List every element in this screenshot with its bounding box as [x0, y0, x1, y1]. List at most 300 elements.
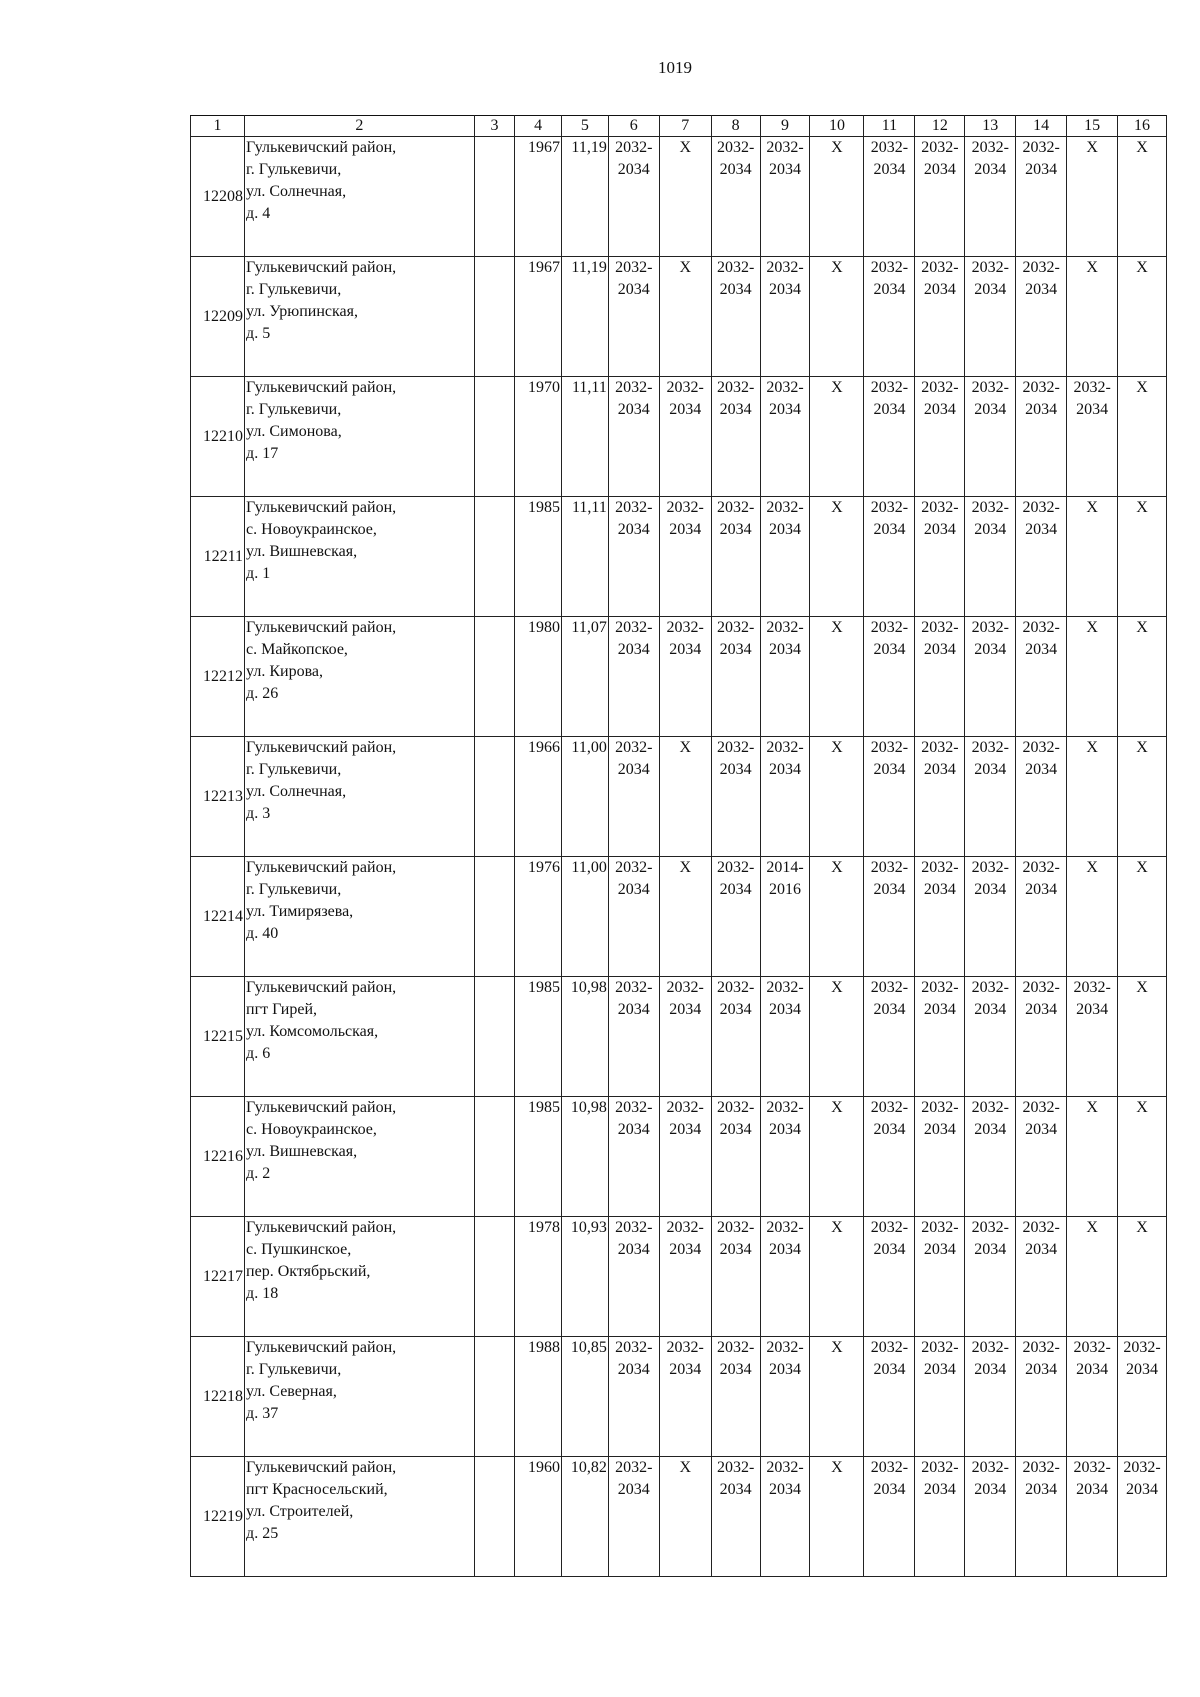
period-start: 2032- [971, 139, 1009, 156]
period-start: 2032- [666, 499, 704, 516]
period-cell [659, 1097, 711, 1217]
period-end: 2034 [768, 1121, 801, 1138]
period-end: 2034 [617, 521, 650, 538]
period-cell [864, 1217, 915, 1337]
not-applicable-mark: Х [1067, 257, 1118, 377]
value-cell: 11,00 [562, 857, 609, 977]
column-3-cell [474, 137, 515, 257]
period-start: 2032- [666, 1099, 704, 1116]
period-start: 2032- [1073, 1339, 1111, 1356]
period-cell [1016, 977, 1067, 1097]
column-header: 5 [562, 116, 609, 137]
period-cell [711, 1217, 760, 1337]
period-cell [760, 737, 810, 857]
period-end: 2034 [719, 521, 752, 538]
year-cell: 1985 [515, 1097, 562, 1217]
page-number: 1019 [658, 58, 692, 77]
period-end: 2034 [923, 641, 956, 658]
column-3-cell [474, 1217, 515, 1337]
year-cell: 1985 [515, 977, 562, 1097]
column-3-cell [474, 1337, 515, 1457]
period-end: 2034 [974, 1361, 1007, 1378]
table-row [191, 857, 1167, 977]
address-line: д. 3 [246, 805, 271, 822]
period-cell [864, 737, 915, 857]
period-cell [915, 617, 965, 737]
address-line: с. Майкопское, [246, 641, 348, 658]
table-row [191, 617, 1167, 737]
column-3-cell [474, 497, 515, 617]
period-cell [760, 977, 810, 1097]
period-cell [711, 1457, 760, 1577]
period-cell [1016, 1217, 1067, 1337]
period-start: 2032- [971, 1219, 1009, 1236]
period-end: 2034 [617, 761, 650, 778]
period-end: 2034 [923, 1361, 956, 1378]
period-end: 2034 [1025, 1361, 1058, 1378]
period-cell [864, 137, 915, 257]
table-row [191, 137, 1167, 257]
period-start: 2032- [1022, 739, 1060, 756]
period-cell [711, 137, 760, 257]
period-end: 2034 [1025, 161, 1058, 178]
not-applicable-mark: Х [1118, 1097, 1167, 1217]
record-id: 12218 [191, 1337, 245, 1457]
address-line: ул. Урюпинская, [246, 303, 358, 320]
period-end: 2034 [1025, 641, 1058, 658]
period-cell [864, 857, 915, 977]
address-line: ул. Вишневская, [246, 1143, 358, 1160]
period-end: 2034 [1025, 761, 1058, 778]
period-start: 2032- [615, 139, 653, 156]
period-cell [965, 617, 1016, 737]
period-end: 2034 [974, 1481, 1007, 1498]
period-start: 2032- [1073, 979, 1111, 996]
period-start: 2032- [766, 979, 804, 996]
period-end: 2034 [719, 1481, 752, 1498]
period-end: 2034 [768, 761, 801, 778]
period-cell [915, 377, 965, 497]
period-end: 2034 [974, 281, 1007, 298]
address-line: д. 17 [246, 445, 279, 462]
not-applicable-mark: Х [810, 617, 864, 737]
period-start: 2032- [971, 259, 1009, 276]
record-id: 12209 [191, 257, 245, 377]
not-applicable-mark: Х [810, 977, 864, 1097]
not-applicable-mark: Х [810, 1337, 864, 1457]
period-cell [608, 377, 659, 497]
address-line: Гулькевичский район, [246, 1339, 397, 1356]
column-3-cell [474, 737, 515, 857]
period-cell [1016, 497, 1067, 617]
period-end: 2034 [1126, 1361, 1159, 1378]
year-cell: 1966 [515, 737, 562, 857]
address-line: ул. Строителей, [246, 1503, 354, 1520]
period-cell [915, 137, 965, 257]
period-start: 2032- [1073, 379, 1111, 396]
period-cell [864, 257, 915, 377]
column-3-cell [474, 1097, 515, 1217]
period-start: 2032- [870, 259, 909, 276]
period-end: 2034 [617, 401, 650, 418]
period-start: 2032- [615, 499, 653, 516]
period-cell [711, 617, 760, 737]
period-start: 2032- [870, 739, 909, 756]
period-end: 2034 [923, 881, 956, 898]
period-end: 2034 [617, 1121, 650, 1138]
period-start: 2032- [870, 979, 909, 996]
address-line: д. 2 [246, 1165, 271, 1182]
period-end: 2034 [974, 881, 1007, 898]
column-header: 8 [711, 116, 760, 137]
period-start: 2032- [766, 259, 804, 276]
value-cell: 10,82 [562, 1457, 609, 1577]
period-start: 2032- [766, 499, 804, 516]
address-line: г. Гулькевичи, [246, 161, 342, 178]
period-cell [965, 377, 1016, 497]
period-start: 2032- [1022, 1459, 1060, 1476]
column-3-cell [474, 857, 515, 977]
not-applicable-mark: Х [1118, 137, 1167, 257]
address-line: Гулькевичский район, [246, 499, 397, 516]
not-applicable-mark: Х [659, 1457, 711, 1577]
table-body [191, 116, 1167, 1577]
address-cell [245, 497, 475, 617]
address-line: ул. Комсомольская, [246, 1023, 379, 1040]
period-cell [1016, 1337, 1067, 1457]
period-start: 2032- [716, 859, 755, 876]
value-cell: 11,19 [562, 257, 609, 377]
period-end: 2034 [923, 521, 956, 538]
record-id: 12216 [191, 1097, 245, 1217]
period-end: 2034 [923, 1241, 956, 1258]
address-line: Гулькевичский район, [246, 259, 397, 276]
year-cell: 1978 [515, 1217, 562, 1337]
period-cell [711, 377, 760, 497]
period-start: 2032- [971, 859, 1009, 876]
period-end: 2034 [873, 641, 906, 658]
address-line: д. 18 [246, 1285, 279, 1302]
year-cell: 1970 [515, 377, 562, 497]
period-end: 2034 [923, 281, 956, 298]
not-applicable-mark: Х [659, 737, 711, 857]
period-start: 2032- [1022, 1099, 1060, 1116]
period-cell [864, 377, 915, 497]
period-end: 2034 [669, 1241, 702, 1258]
period-end: 2034 [768, 281, 801, 298]
not-applicable-mark: Х [1067, 737, 1118, 857]
period-start: 2032- [1123, 1459, 1161, 1476]
address-cell [245, 737, 475, 857]
address-line: с. Пушкинское, [246, 1241, 352, 1258]
period-cell [711, 857, 760, 977]
period-end: 2034 [1076, 1481, 1109, 1498]
period-end: 2034 [974, 1001, 1007, 1018]
period-end: 2034 [1025, 1001, 1058, 1018]
column-3-cell [474, 1457, 515, 1577]
period-end: 2034 [974, 641, 1007, 658]
period-start: 2032- [716, 1459, 755, 1476]
year-cell: 1988 [515, 1337, 562, 1457]
period-cell [864, 497, 915, 617]
period-cell [1016, 857, 1067, 977]
period-start: 2032- [1022, 499, 1060, 516]
column-header: 16 [1118, 116, 1167, 137]
period-start: 2032- [615, 1219, 653, 1236]
period-end: 2034 [923, 1481, 956, 1498]
period-end: 2034 [719, 161, 752, 178]
period-start: 2032- [615, 1339, 653, 1356]
period-cell [608, 1217, 659, 1337]
period-cell [915, 977, 965, 1097]
period-end: 2034 [1025, 1121, 1058, 1138]
column-3-cell [474, 977, 515, 1097]
period-start: 2032- [921, 1219, 959, 1236]
address-line: д. 6 [246, 1045, 271, 1062]
period-cell [915, 1337, 965, 1457]
period-cell [608, 737, 659, 857]
not-applicable-mark: Х [810, 857, 864, 977]
period-cell [608, 857, 659, 977]
period-start: 2014- [766, 859, 804, 876]
address-cell [245, 857, 475, 977]
column-3-cell [474, 257, 515, 377]
period-end: 2034 [669, 641, 702, 658]
period-cell [760, 1337, 810, 1457]
period-cell [965, 1097, 1016, 1217]
period-cell [965, 977, 1016, 1097]
column-header: 6 [608, 116, 659, 137]
period-cell [659, 617, 711, 737]
period-cell [659, 497, 711, 617]
period-start: 2032- [615, 739, 653, 756]
period-end: 2034 [873, 1481, 906, 1498]
address-line: Гулькевичский район, [246, 859, 397, 876]
column-header: 13 [965, 116, 1016, 137]
not-applicable-mark: Х [810, 257, 864, 377]
period-start: 2032- [666, 1219, 704, 1236]
period-cell [915, 497, 965, 617]
period-end: 2016 [768, 881, 801, 898]
period-start: 2032- [766, 1099, 804, 1116]
period-start: 2032- [666, 619, 704, 636]
period-start: 2032- [921, 139, 959, 156]
address-line: д. 26 [246, 685, 279, 702]
period-end: 2034 [719, 761, 752, 778]
period-end: 2034 [974, 161, 1007, 178]
period-start: 2032- [971, 619, 1009, 636]
period-end: 2034 [617, 1361, 650, 1378]
period-end: 2034 [974, 1121, 1007, 1138]
period-cell [659, 977, 711, 1097]
period-end: 2034 [873, 1361, 906, 1378]
address-line: пгт Гирей, [246, 1001, 318, 1018]
period-cell [760, 1217, 810, 1337]
period-start: 2032- [766, 139, 804, 156]
address-line: ул. Солнечная, [246, 783, 347, 800]
period-start: 2032- [716, 499, 755, 516]
period-cell [1067, 977, 1118, 1097]
address-cell [245, 1217, 475, 1337]
period-start: 2032- [716, 1219, 755, 1236]
period-end: 2034 [1025, 881, 1058, 898]
period-start: 2032- [971, 499, 1009, 516]
period-end: 2034 [768, 161, 801, 178]
period-end: 2034 [1025, 281, 1058, 298]
period-end: 2034 [768, 401, 801, 418]
period-start: 2032- [716, 139, 755, 156]
period-cell [864, 977, 915, 1097]
not-applicable-mark: Х [810, 137, 864, 257]
period-cell [760, 1457, 810, 1577]
period-cell [1067, 377, 1118, 497]
period-start: 2032- [1073, 1459, 1111, 1476]
table-row [191, 497, 1167, 617]
not-applicable-mark: Х [1067, 1217, 1118, 1337]
period-start: 2032- [615, 859, 653, 876]
not-applicable-mark: Х [1118, 257, 1167, 377]
period-cell [711, 737, 760, 857]
period-cell [608, 137, 659, 257]
period-cell [659, 1337, 711, 1457]
period-end: 2034 [1126, 1481, 1159, 1498]
period-end: 2034 [923, 161, 956, 178]
period-start: 2032- [921, 1099, 959, 1116]
not-applicable-mark: Х [810, 497, 864, 617]
period-cell [864, 1337, 915, 1457]
column-header: 10 [810, 116, 864, 137]
period-end: 2034 [974, 521, 1007, 538]
not-applicable-mark: Х [810, 1457, 864, 1577]
record-id: 12208 [191, 137, 245, 257]
address-line: пер. Октябрьский, [246, 1263, 371, 1280]
period-end: 2034 [669, 1001, 702, 1018]
address-cell [245, 377, 475, 497]
period-cell [760, 257, 810, 377]
register-table [190, 115, 1167, 1577]
period-start: 2032- [1022, 139, 1060, 156]
not-applicable-mark: Х [1118, 497, 1167, 617]
address-line: Гулькевичский район, [246, 1219, 397, 1236]
period-start: 2032- [1022, 859, 1060, 876]
period-cell [760, 137, 810, 257]
period-cell [1118, 1457, 1167, 1577]
period-start: 2032- [766, 619, 804, 636]
period-end: 2034 [719, 401, 752, 418]
period-start: 2032- [971, 1099, 1009, 1116]
period-start: 2032- [666, 379, 704, 396]
value-cell: 10,98 [562, 1097, 609, 1217]
not-applicable-mark: Х [1118, 857, 1167, 977]
period-end: 2034 [768, 1001, 801, 1018]
header-row [191, 116, 1167, 137]
period-start: 2032- [1022, 1339, 1060, 1356]
period-end: 2034 [923, 761, 956, 778]
period-cell [608, 617, 659, 737]
address-line: г. Гулькевичи, [246, 761, 342, 778]
period-end: 2034 [719, 1121, 752, 1138]
period-cell [608, 977, 659, 1097]
address-line: д. 4 [246, 205, 271, 222]
table-row [191, 1457, 1167, 1577]
value-cell: 11,11 [562, 497, 609, 617]
address-line: д. 25 [246, 1525, 279, 1542]
period-end: 2034 [974, 401, 1007, 418]
period-end: 2034 [719, 1361, 752, 1378]
not-applicable-mark: Х [659, 137, 711, 257]
period-cell [915, 857, 965, 977]
year-cell: 1960 [515, 1457, 562, 1577]
period-end: 2034 [617, 881, 650, 898]
period-start: 2032- [921, 1459, 959, 1476]
address-cell [245, 617, 475, 737]
period-start: 2032- [766, 1459, 804, 1476]
record-id: 12215 [191, 977, 245, 1097]
period-start: 2032- [971, 739, 1009, 756]
period-end: 2034 [873, 161, 906, 178]
address-line: г. Гулькевичи, [246, 881, 342, 898]
period-end: 2034 [873, 1001, 906, 1018]
period-start: 2032- [870, 619, 909, 636]
table-row [191, 1097, 1167, 1217]
period-cell [659, 1217, 711, 1337]
period-cell [965, 737, 1016, 857]
table-row [191, 1217, 1167, 1337]
period-cell [915, 257, 965, 377]
period-cell [711, 497, 760, 617]
period-end: 2034 [873, 281, 906, 298]
column-header: 1 [191, 116, 245, 137]
period-cell [965, 1457, 1016, 1577]
period-cell [965, 137, 1016, 257]
address-line: с. Новоукраинское, [246, 1121, 377, 1138]
not-applicable-mark: Х [810, 737, 864, 857]
column-3-cell [474, 377, 515, 497]
period-cell [1016, 377, 1067, 497]
period-end: 2034 [1076, 1001, 1109, 1018]
not-applicable-mark: Х [1118, 737, 1167, 857]
period-end: 2034 [923, 1001, 956, 1018]
column-header: 12 [915, 116, 965, 137]
not-applicable-mark: Х [1118, 977, 1167, 1097]
address-line: Гулькевичский район, [246, 379, 397, 396]
address-line: ул. Симонова, [246, 423, 342, 440]
period-end: 2034 [617, 1481, 650, 1498]
record-id: 12217 [191, 1217, 245, 1337]
period-start: 2032- [716, 379, 755, 396]
value-cell: 10,93 [562, 1217, 609, 1337]
period-start: 2032- [921, 499, 959, 516]
address-line: ул. Вишневская, [246, 543, 358, 560]
period-start: 2032- [870, 1099, 909, 1116]
period-cell [659, 377, 711, 497]
period-cell [1118, 1337, 1167, 1457]
not-applicable-mark: Х [1118, 617, 1167, 737]
period-end: 2034 [923, 401, 956, 418]
period-start: 2032- [1022, 259, 1060, 276]
value-cell: 11,07 [562, 617, 609, 737]
value-cell: 11,11 [562, 377, 609, 497]
period-end: 2034 [1025, 1241, 1058, 1258]
column-header: 15 [1067, 116, 1118, 137]
period-end: 2034 [1025, 1481, 1058, 1498]
period-cell [711, 1337, 760, 1457]
column-header: 9 [760, 116, 810, 137]
column-header: 4 [515, 116, 562, 137]
period-start: 2032- [766, 379, 804, 396]
not-applicable-mark: Х [1067, 857, 1118, 977]
address-line: ул. Солнечная, [246, 183, 347, 200]
